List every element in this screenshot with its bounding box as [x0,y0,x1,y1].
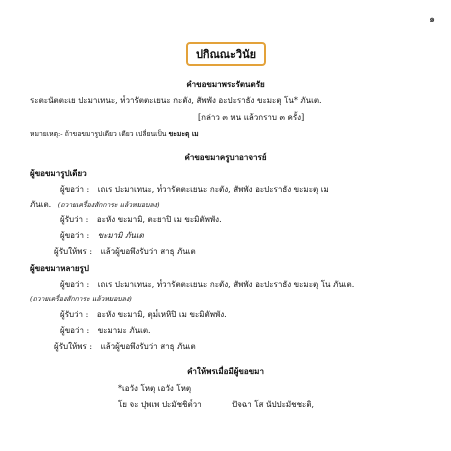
section-heading-teachers: คำขอขมาครูบาอาจารย์ [184,152,267,162]
dialogue-line [60,214,222,225]
blessing-line: โย จะ ปุพเพ ปะมัชชิต๎วา [118,400,202,409]
instruction-line: [กล่าว ๓ หน แล้วกราบ ๓ ครั้ง] [198,113,305,122]
dialogue-text: ขะมามิ ภันเต [97,231,144,240]
dialogue-text: เถเร ปะมาเทนะ, ท๎วารัตตะเยนะ กะตัง, สัพพัง อะปะราธัง ขะมะตุ โน ภันเต. [97,280,355,289]
dialogue-line [60,325,151,336]
subheading-single: ผู้ขอขมารูปเดียว [30,168,87,178]
dialogue-text: อะหัง ขะมามิ, ตะยาปิ เม ขะมิตัพพัง. [96,215,222,224]
speaker-label: ผู้ขอว่า : [60,231,90,240]
speaker-label: ผู้รับให้พร : [54,342,93,351]
section-heading-triple-gem: คำขอขมาพระรัตนตรัย [186,79,265,89]
dialogue-text: ภันเต. [30,200,52,209]
subheading-many: ผู้ขอขมาหลายรูป [30,263,89,273]
stage-note: (ถวายเครื่องสักการะ แล้วหมอบลง) [30,295,132,303]
dialogue-line [60,184,329,195]
dialogue-text: เถเร ปะมาเทนะ, ท๎วารัตตะเยนะ กะตัง, สัพพัง อะปะราธัง ขะมะตุ เม [97,185,329,194]
dialogue-text: แล้วผู้ขอพึงรับว่า สาธุ ภันเต [100,342,196,351]
dialogue-line [60,279,354,290]
note-emphasis: ขะมะตุ เม [168,130,199,138]
note-line [30,129,199,140]
page-title: ปกิณณะวินัย [186,42,266,66]
speaker-label: ผู้รับว่า : [60,310,89,319]
note-text: ถ้าขอขมารูปเดียว เดียว เปลี่ยนเป็น [64,130,167,138]
speaker-label: ผู้ขอว่า : [60,185,90,194]
dialogue-text: แล้วผู้ขอพึงรับว่า สาธุ ภันเต [100,247,196,256]
speaker-label: ผู้ขอว่า : [60,326,90,335]
dialogue-line [54,341,196,352]
dialogue-line [60,230,144,241]
dialogue-text: ขะมามะ ภันเต. [97,326,151,335]
dialogue-line [30,199,160,211]
stage-note: (ถวายเครื่องสักการะ แล้วหมอบลง) [57,201,160,209]
speaker-label: ผู้รับให้พร : [54,247,93,256]
dialogue-line [54,246,196,257]
page-number: ๑ [429,15,435,25]
dialogue-line [60,309,227,320]
verse-line: ระตะนัตตะเย ปะมาเทนะ, ท๎วารัตตะเยนะ กะตัง, สัพพัง อะปะราธัง ขะมะตุ โน* ภันเต. [30,96,322,105]
blessing-line: ปัจฉา โส นัปปะมัชชะติ, [232,400,315,409]
note-label: หมายเหตุ:- [30,130,63,138]
dialogue-text: อะหัง ขะมามิ, ตุม๎เหหิปิ เม ขะมิตัพพัง. [96,310,227,319]
speaker-label: ผู้ขอว่า : [60,280,90,289]
speaker-label: ผู้รับว่า : [60,215,89,224]
section-heading-blessing: คำให้พรเมื่อมีผู้ขอขมา [187,366,264,376]
blessing-line: *เอวัง โหตุ เอวัง โหตุ [118,384,192,393]
